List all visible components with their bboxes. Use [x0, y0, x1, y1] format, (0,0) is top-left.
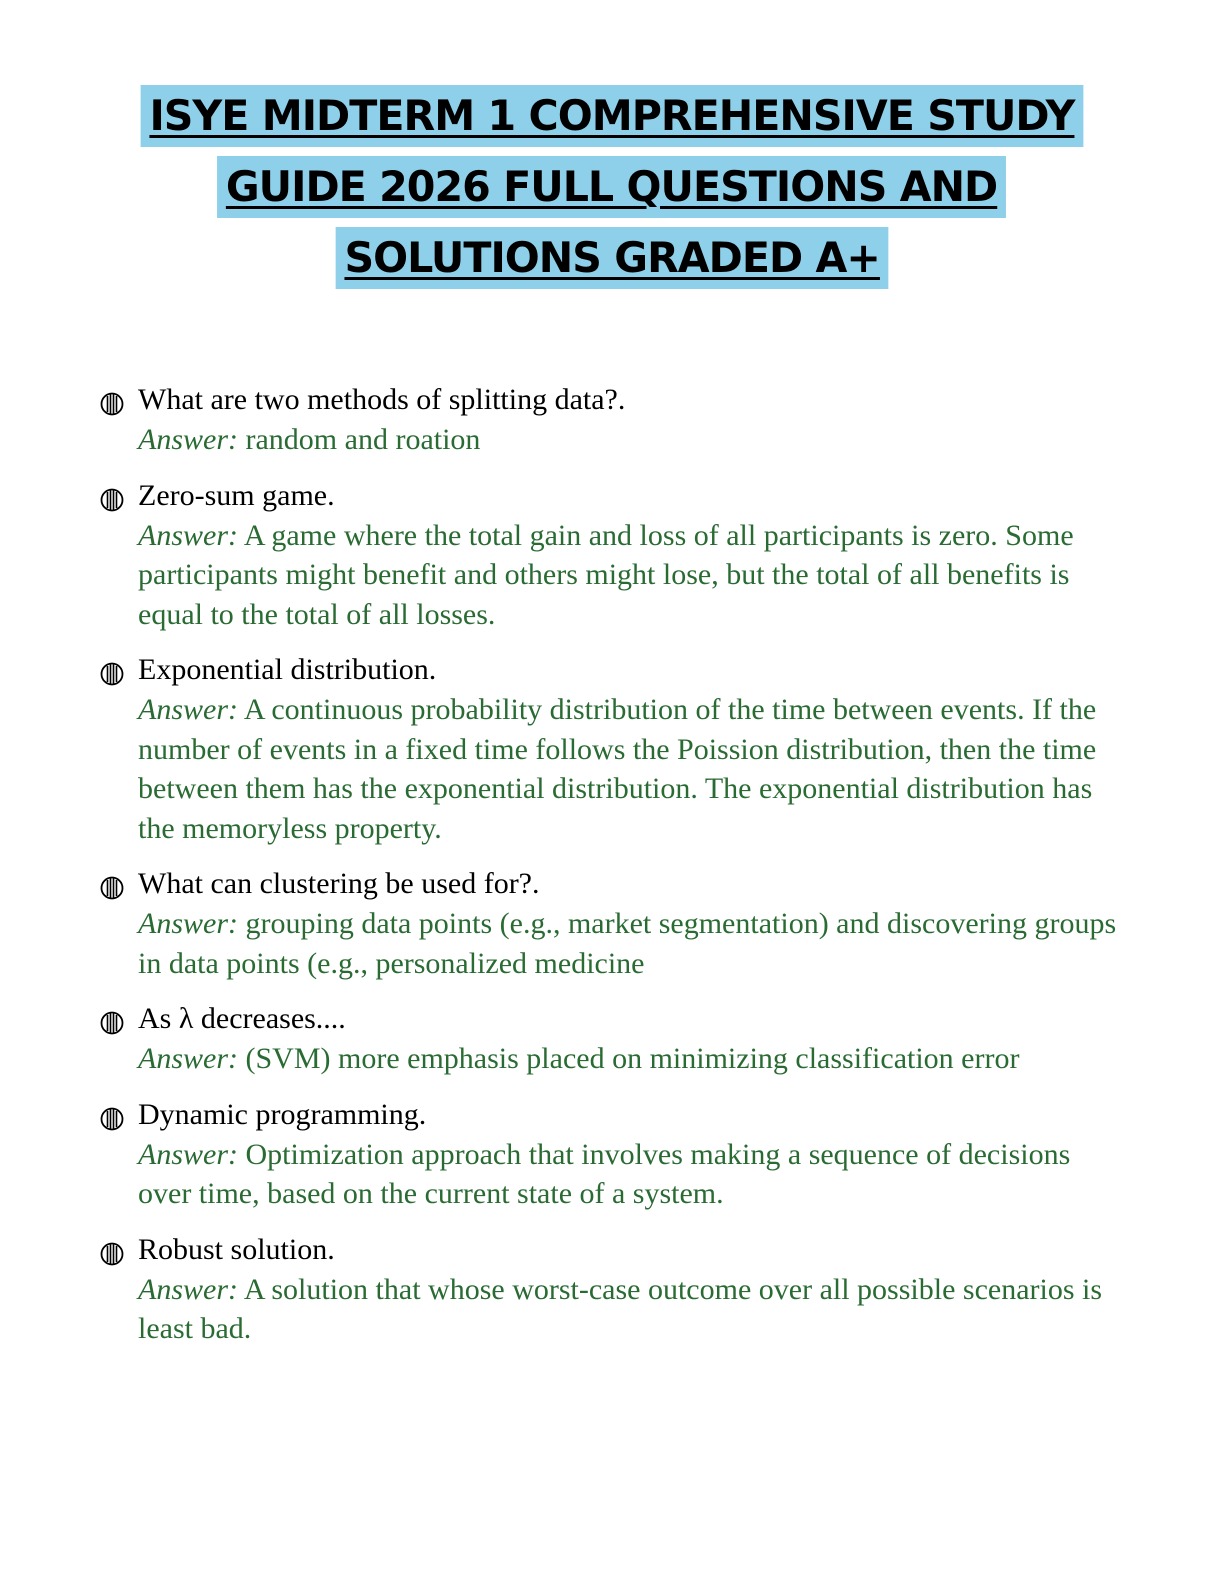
document-title	[0, 85, 1224, 298]
answer-label: Answer:	[138, 1272, 238, 1306]
question-text: What can clustering be used for?.	[138, 867, 540, 900]
question-text: Robust solution.	[138, 1232, 335, 1266]
answer-block	[138, 420, 1128, 460]
answer-block	[138, 904, 1128, 983]
answer-text: random and roation	[245, 423, 481, 456]
answer-label: Answer:	[138, 1042, 238, 1075]
title-line-2	[0, 156, 1224, 227]
answer-text: (SVM) more emphasis placed on minimizing classification error	[245, 1042, 1020, 1075]
answer-block	[138, 1039, 1128, 1079]
title-text-3: SOLUTIONS GRADED A+	[335, 227, 888, 289]
question-item	[98, 999, 1128, 1079]
answer-label: Answer:	[138, 423, 238, 456]
circle-vertical-stripes-icon	[100, 488, 124, 512]
question-list	[98, 380, 1128, 1365]
question-text: Zero-sum game.	[138, 478, 335, 512]
answer-text: A continuous probability distribution of the time between events. If the number of events in a fixed time follows the Poission distribution, then the time between them has the exponential distribution. The exponential distribution has the memoryless property.	[138, 693, 1097, 845]
answer-text: A game where the total gain and loss of all participants is zero. Some participants might benefit and others might lose, but the total of all benefits is equal to the total of all losses.	[138, 518, 1074, 631]
question-item	[98, 1230, 1128, 1349]
circle-vertical-stripes-icon	[100, 1107, 124, 1131]
question-item	[98, 380, 1128, 460]
answer-label: Answer:	[138, 907, 238, 940]
answer-block	[138, 1135, 1128, 1214]
circle-vertical-stripes-icon	[100, 662, 124, 686]
answer-block	[138, 1270, 1128, 1349]
title-text-1: ISYE MIDTERM 1 COMPREHENSIVE STUDY	[141, 85, 1084, 147]
answer-label: Answer:	[138, 1137, 238, 1171]
circle-vertical-stripes-icon	[100, 1242, 124, 1266]
answer-block	[138, 690, 1128, 848]
answer-text: A solution that whose worst-case outcome over all possible scenarios is least bad.	[138, 1272, 1103, 1345]
circle-vertical-stripes-icon	[100, 1011, 124, 1035]
question-item	[98, 650, 1128, 848]
circle-vertical-stripes-icon	[100, 876, 124, 900]
title-text-2: GUIDE 2026 FULL QUESTIONS AND	[217, 156, 1006, 218]
answer-text: Optimization approach that involves making a sequence of decisions over time, based on the current state of a system.	[138, 1137, 1071, 1210]
question-item	[98, 476, 1128, 635]
title-line-3	[0, 227, 1224, 298]
answer-label: Answer:	[138, 693, 238, 726]
question-item	[98, 1095, 1128, 1214]
question-text: Dynamic programming.	[138, 1097, 427, 1131]
title-line-1	[0, 85, 1224, 156]
answer-block	[138, 516, 1128, 635]
question-item	[98, 864, 1128, 983]
circle-vertical-stripes-icon	[100, 392, 124, 416]
answer-text: grouping data points (e.g., market segmentation) and discovering groups in data points (e.g., personalized medicine	[138, 907, 1117, 980]
answer-label: Answer:	[138, 518, 238, 552]
question-text: As λ decreases....	[138, 1002, 346, 1035]
question-text: What are two methods of splitting data?.	[138, 383, 626, 416]
question-text: Exponential distribution.	[138, 653, 437, 686]
